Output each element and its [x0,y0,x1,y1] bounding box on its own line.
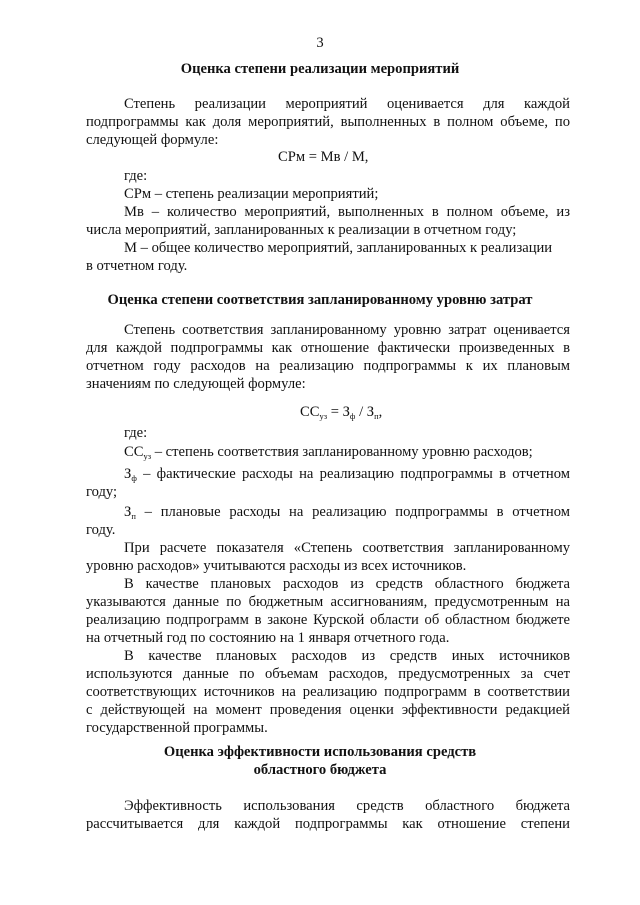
definition-line: году. [86,522,116,538]
paragraph-line: соответствующих источников на реализацию подпрограмм в соответствии [86,684,570,700]
where-label: где: [124,168,148,184]
definition-line: числа мероприятий, запланированных к реализации в отчетном году; [86,222,517,238]
paragraph-line: При расчете показателя «Степень соответствия запланированному [124,540,570,556]
section-title-measures: Оценка степени реализации мероприятий [180,61,460,77]
paragraph-line: следующей формуле: [86,132,219,148]
definition-line: СРм – степень реализации мероприятий; [124,186,379,202]
paragraph-line: значениям по следующей формуле: [86,376,306,392]
paragraph-line: подпрограммы как доля мероприятий, выполненных в полном объеме, по [86,114,570,130]
paragraph-line: Эффективность использования средств областного бюджета [124,798,570,814]
paragraph-line: В качестве плановых расходов из средств областного бюджета [124,576,570,592]
paragraph-line: отчетном году расходов на реализацию подпрограммы к их плановым [86,358,570,374]
formula-cc: $СС_{уз} = З_ф / З_п$, [300,404,383,421]
section-title-costs: Оценка степени соответствия запланированному уровню затрат [107,292,533,308]
paragraph-line: государственной программы. [86,720,268,736]
definition-line: $З_п$ – плановые расходы на реализацию подпрограммы в отчетном [124,504,570,521]
definition-line: $З_ф$ – фактические расходы на реализацию подпрограммы в отчетном [124,466,570,483]
section-title-efficiency: Оценка эффективности использования средств [163,744,477,760]
paragraph-line: рассчитывается для каждой подпрограммы как отношение степени [86,816,570,832]
definition-line: году; [86,484,118,500]
definition-line: $СС_{уз}$ – степень соответствия запланированному уровню расходов; [124,444,533,461]
paragraph-line: В качестве плановых расходов из средств иных источников [124,648,570,664]
formula-srm: СРм = Мв / М, [278,149,369,165]
paragraph-line: уровню расходов» учитываются расходы из всех источников. [86,558,467,574]
paragraph-line: Степень реализации мероприятий оценивается для каждой [124,96,570,112]
section-title-efficiency-line2: областного бюджета [253,762,387,778]
where-label: где: [124,425,148,441]
paragraph-line: используются данные по объемам расходов, предусмотренных за счет [86,666,570,682]
paragraph-line: реализацию подпрограмм в законе Курской области об областном бюджете [86,612,570,628]
definition-line: Мв – количество мероприятий, выполненных в полном объеме, из [124,204,570,220]
paragraph-line: с действующей на момент проведения оценки эффективности редакцией [86,702,570,718]
paragraph-line: для каждой подпрограммы как отношение фактически произведенных в [86,340,570,356]
page-number: 3 [316,35,324,51]
paragraph-line: указываются данные по бюджетным ассигнованиям, предусмотренным на [86,594,570,610]
definition-line: в отчетном году. [86,258,188,274]
definition-line: М – общее количество мероприятий, запланированных к реализации [124,240,553,256]
paragraph-line: на отчетный год по состоянию на 1 января отчетного года. [86,630,450,646]
paragraph-line: Степень соответствия запланированному уровню затрат оценивается [124,322,570,338]
